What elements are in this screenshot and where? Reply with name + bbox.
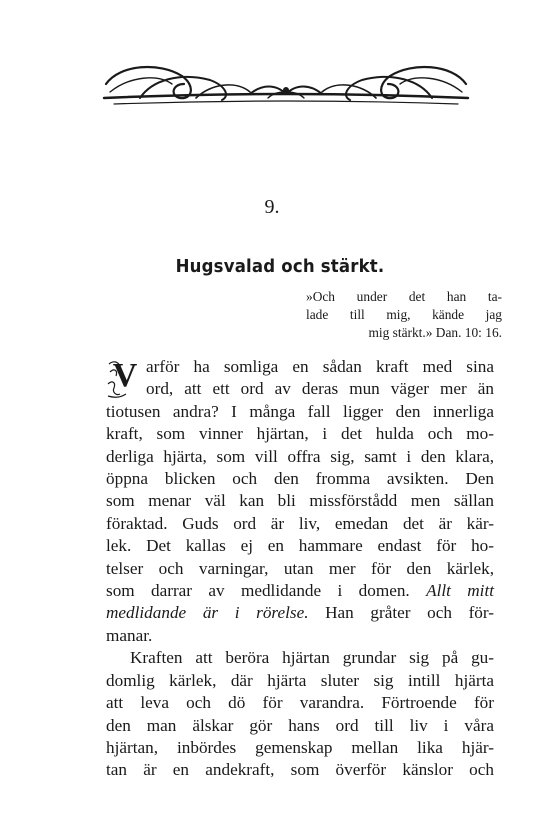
text-line: föraktad. Guds ord är liv, emedan det är kär-	[106, 513, 494, 533]
text-line: att leva och dö för varandra. Förtroende för	[106, 693, 494, 713]
text-line: Kraften att beröra hjärtan grundar sig på gu-	[130, 648, 494, 668]
text-line: som menar väl kan bli missförstådd men sällan	[106, 491, 494, 511]
text-line: telser och varningar, utan mer för den kärlek,	[106, 558, 494, 578]
svg-text:V: V	[112, 357, 138, 394]
text-line: kraft, som vinner hjärtan, i det hulda och mo-	[106, 424, 494, 444]
text-segment: som darrar av medlidande i domen.	[106, 581, 410, 601]
epigraph-line: »Och under det han ta-	[306, 289, 502, 304]
chapter-title: Hugsvalad och stärkt.	[175, 256, 385, 277]
decorative-dropcap-initial	[106, 356, 142, 400]
text-line: den man älskar gör hans ord till liv i våra	[106, 715, 494, 735]
text-line: lek. Det kallas ej en hammare endast för ho-	[106, 536, 494, 556]
emphasized-text: Allt mitt	[426, 581, 494, 601]
text-line: domlig kärlek, där hjärta sluter sig intill hjärta	[106, 670, 494, 690]
epigraph-line: mig stärkt.» Dan. 10: 16.	[368, 325, 502, 340]
text-line: hjärtan, inbördes gemenskap mellan lika hjär-	[106, 737, 494, 757]
text-line	[106, 580, 494, 602]
chapter-number: 9.	[264, 196, 280, 218]
body-text	[106, 356, 494, 782]
text-segment: Han gråter och för-	[325, 603, 494, 623]
text-line: öppna blicken och den fromma avsikten. Den	[106, 469, 494, 489]
epigraph-line: lade till mig, kände jag	[306, 307, 502, 322]
epigraph	[306, 288, 502, 342]
text-line: manar.	[106, 625, 153, 645]
text-line: derliga hjärta, som vill offra sig, samt i den klara,	[106, 446, 494, 466]
emphasized-text: medlidande är i rörelse.	[106, 603, 309, 623]
text-line: tiotusen andra? I många fall ligger den innerliga	[106, 401, 494, 421]
text-line	[106, 602, 494, 624]
text-line: tan är en andekraft, som överför känslor och	[106, 760, 494, 780]
decorative-header-ornament	[100, 54, 472, 112]
text-line: ord, att ett ord av deras mun väger mer än	[146, 379, 494, 399]
text-line: arför ha somliga en sådan kraft med sina	[146, 357, 494, 376]
